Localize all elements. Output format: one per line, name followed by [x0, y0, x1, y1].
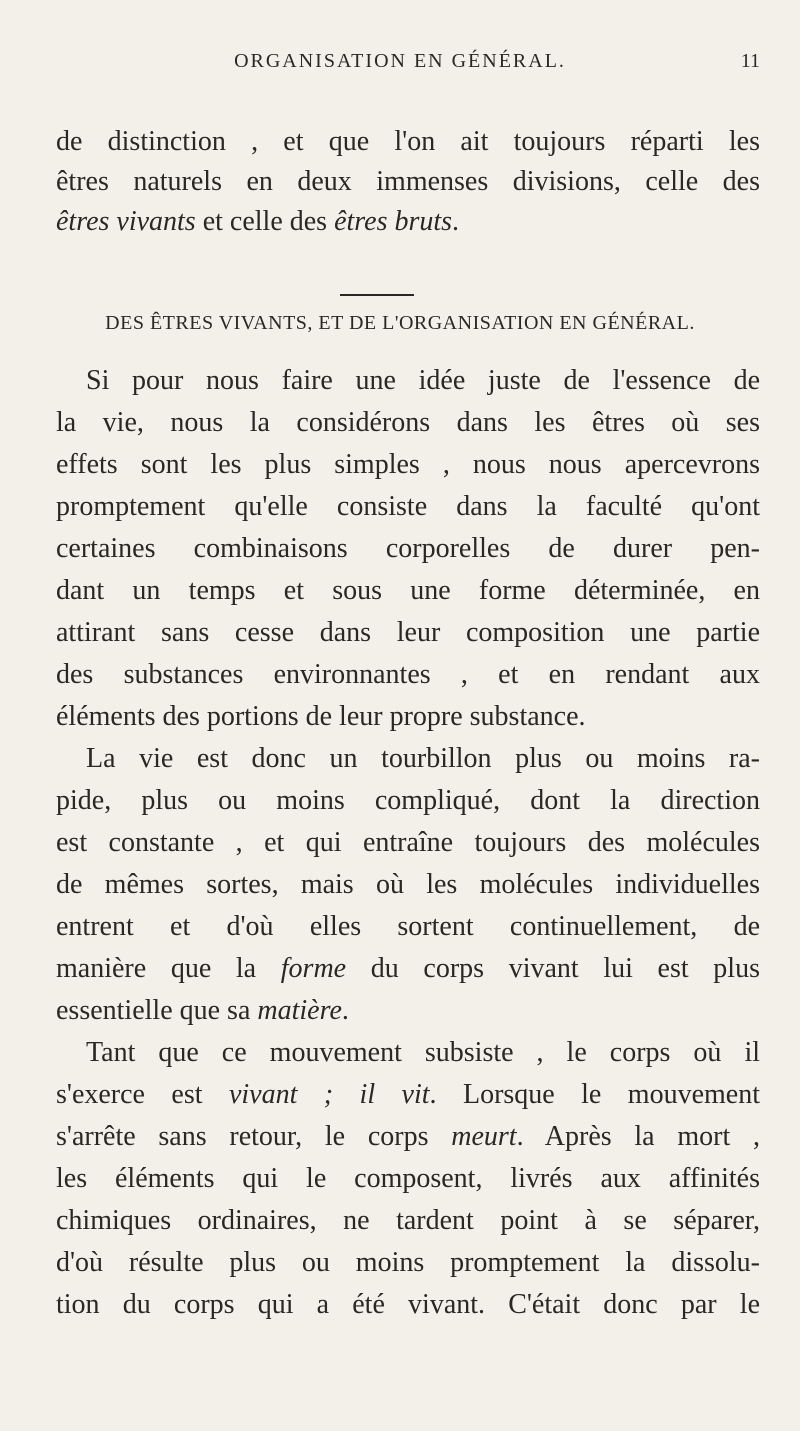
- italic-term: meurt: [451, 1121, 517, 1152]
- text-span: manière que la: [56, 953, 281, 984]
- text-line: est constante , et qui entraîne toujours des molécules: [56, 827, 760, 858]
- page-number: 11: [740, 50, 760, 72]
- text-line: la vie, nous la considérons dans les êtres où ses: [56, 407, 760, 438]
- section-heading: DES ÊTRES VIVANTS, ET DE L'ORGANISATION EN GÉNÉRAL.: [105, 312, 695, 334]
- text-line: [56, 202, 760, 242]
- text-span: .: [341, 995, 349, 1026]
- text-line: chimiques ordinaires, ne tardent point à se séparer,: [56, 1205, 760, 1236]
- text-line: La vie est donc un tourbillon plus ou moins ra-: [86, 743, 760, 774]
- opening-paragraph: [56, 122, 760, 242]
- text-span: . Lorsque le mouvement: [429, 1079, 760, 1110]
- text-line: certaines combinaisons corporelles de durer pen-: [56, 533, 760, 564]
- text-line: attirant sans cesse dans leur composition une partie: [56, 617, 760, 648]
- text-line: promptement qu'elle consiste dans la faculté qu'ont: [56, 491, 760, 522]
- text-line: de mêmes sortes, mais où les molécules individuelles: [56, 869, 760, 900]
- text-line: les éléments qui le composent, livrés aux affinités: [56, 1163, 760, 1194]
- text-span: et celle des: [195, 206, 335, 237]
- italic-term: êtres vivants: [56, 206, 196, 237]
- main-text: [56, 360, 760, 1326]
- text-line: Tant que ce mouvement subsiste , le corps où il: [86, 1037, 760, 1068]
- text-line: entrent et d'où elles sortent continuellement, de: [56, 911, 760, 942]
- section-divider-rule: [340, 294, 414, 296]
- text-line: de distinction , et que l'on ait toujours réparti les: [56, 126, 760, 157]
- text-line: [56, 1074, 760, 1116]
- text-line: tion du corps qui a été vivant. C'était donc par le: [56, 1289, 760, 1320]
- text-line: êtres naturels en deux immenses divisions, celle des: [56, 166, 760, 197]
- text-line: éléments des portions de leur propre substance.: [56, 701, 586, 732]
- text-span: . Après la mort ,: [516, 1121, 760, 1152]
- text-line: des substances environnantes , et en rendant aux: [56, 659, 760, 690]
- text-line: d'où résulte plus ou moins promptement la dissolu-: [56, 1247, 760, 1278]
- italic-term: matière: [257, 995, 342, 1026]
- text-span: s'arrête sans retour, le corps: [56, 1121, 452, 1152]
- italic-term: forme: [280, 953, 347, 984]
- italic-term: vivant ; il vit: [228, 1079, 430, 1110]
- text-line: Si pour nous faire une idée juste de l'essence de: [86, 365, 760, 396]
- text-span: .: [452, 206, 460, 237]
- text-span: essentielle que sa: [56, 995, 258, 1026]
- text-line: effets sont les plus simples , nous nous apercevrons: [56, 449, 760, 480]
- italic-term: êtres bruts: [334, 206, 453, 237]
- text-line: pide, plus ou moins compliqué, dont la direction: [56, 785, 760, 816]
- text-span: du corps vivant lui est plus: [346, 953, 760, 984]
- text-line: [56, 990, 760, 1032]
- running-head: [0, 50, 800, 80]
- running-head-title: ORGANISATION EN GÉNÉRAL.: [234, 50, 566, 72]
- text-line: [56, 948, 760, 990]
- text-line: dant un temps et sous une forme déterminée, en: [56, 575, 760, 606]
- text-span: s'exerce est: [56, 1079, 229, 1110]
- text-line: [56, 1116, 760, 1158]
